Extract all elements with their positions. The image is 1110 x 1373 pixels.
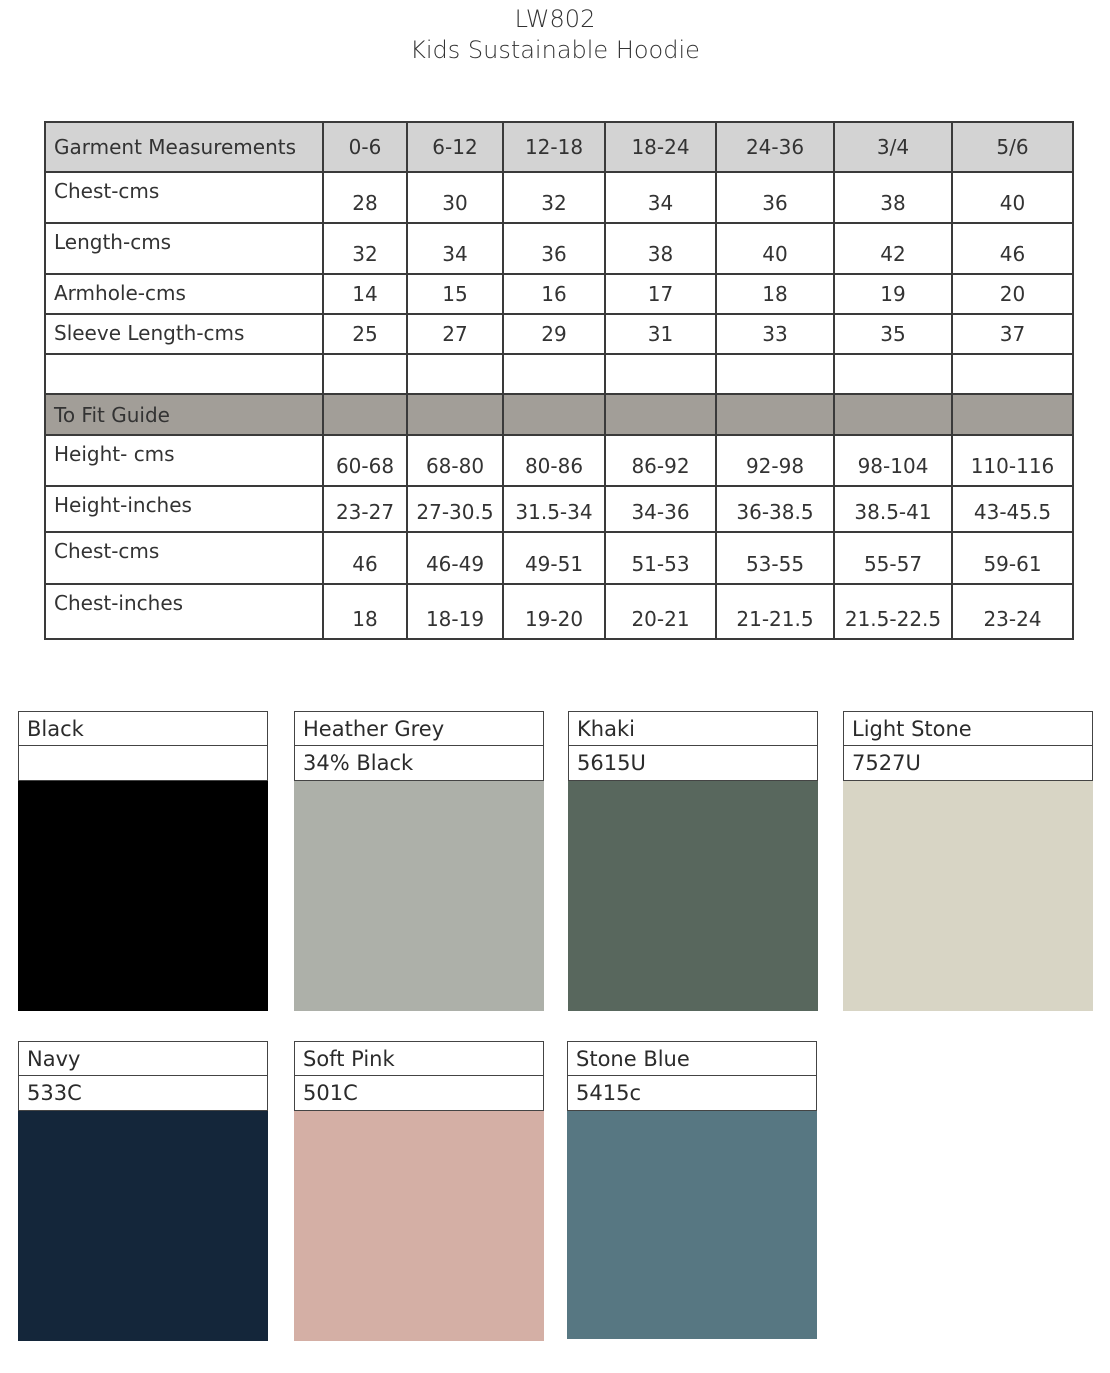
size-header: 12-18	[503, 122, 605, 172]
colour-name: Black	[18, 711, 268, 746]
table-cell: 21-21.5	[716, 584, 834, 639]
fit-guide-header-cell	[503, 394, 605, 435]
table-cell: 32	[503, 172, 605, 223]
colour-code: 34% Black	[294, 746, 544, 781]
table-cell: 59-61	[952, 532, 1073, 584]
document-title	[0, 4, 1110, 66]
table-cell: 27	[407, 314, 503, 354]
row-label: Chest-cms	[45, 172, 323, 223]
table-cell: 15	[407, 274, 503, 314]
table-cell: 51-53	[605, 532, 716, 584]
table-cell: 42	[834, 223, 952, 274]
empty-cell	[605, 354, 716, 394]
colour-swatch-light-stone	[843, 711, 1093, 1011]
colour-chip	[18, 781, 268, 1011]
fit-guide-header-cell	[605, 394, 716, 435]
fit-row-chest-inches	[45, 584, 1073, 639]
table-cell: 36	[503, 223, 605, 274]
table-cell: 34	[407, 223, 503, 274]
table-cell: 38.5-41	[834, 486, 952, 532]
table-cell: 19-20	[503, 584, 605, 639]
colour-code	[18, 746, 268, 781]
colour-swatch-soft-pink	[294, 1041, 544, 1341]
size-header: 6-12	[407, 122, 503, 172]
fit-row-height-inches	[45, 486, 1073, 532]
table-cell: 110-116	[952, 435, 1073, 486]
table-cell: 68-80	[407, 435, 503, 486]
table-cell: 36	[716, 172, 834, 223]
size-chart-table	[44, 121, 1074, 640]
table-cell: 23-27	[323, 486, 407, 532]
table-cell: 28	[323, 172, 407, 223]
table-cell: 17	[605, 274, 716, 314]
table-cell: 43-45.5	[952, 486, 1073, 532]
fit-guide-header-cell	[952, 394, 1073, 435]
fit-guide-header-cell	[716, 394, 834, 435]
colour-chip	[567, 1111, 817, 1339]
colour-code: 501C	[294, 1076, 544, 1111]
empty-cell	[716, 354, 834, 394]
row-label: Height-inches	[45, 486, 323, 532]
product-name: Kids Sustainable Hoodie	[410, 36, 700, 64]
table-cell: 21.5-22.5	[834, 584, 952, 639]
colour-swatch-navy	[18, 1041, 268, 1341]
table-cell: 14	[323, 274, 407, 314]
table-cell: 16	[503, 274, 605, 314]
fit-guide-header-row	[45, 394, 1073, 435]
empty-cell	[323, 354, 407, 394]
size-header: 3/4	[834, 122, 952, 172]
table-cell: 46	[952, 223, 1073, 274]
colour-chip	[568, 781, 818, 1011]
table-cell: 31	[605, 314, 716, 354]
measurement-row-chest-cms	[45, 172, 1073, 223]
product-code: LW802	[514, 5, 596, 33]
fit-row-height-cms	[45, 435, 1073, 486]
fit-guide-header-cell	[407, 394, 503, 435]
colour-swatch-black	[18, 711, 268, 1011]
table-cell: 18	[716, 274, 834, 314]
table-cell: 32	[323, 223, 407, 274]
empty-cell	[503, 354, 605, 394]
empty-cell	[952, 354, 1073, 394]
colour-swatch-stone-blue	[567, 1041, 817, 1339]
size-header: 0-6	[323, 122, 407, 172]
size-header: 24-36	[716, 122, 834, 172]
table-cell: 29	[503, 314, 605, 354]
table-cell: 38	[605, 223, 716, 274]
row-label: Chest-inches	[45, 584, 323, 639]
garment-measurements-header: Garment Measurements	[45, 122, 323, 172]
colour-code: 5615U	[568, 746, 818, 781]
table-cell: 18	[323, 584, 407, 639]
table-cell: 86-92	[605, 435, 716, 486]
colour-code: 5415c	[567, 1076, 817, 1111]
size-header-row	[45, 122, 1073, 172]
colour-chip	[843, 781, 1093, 1011]
table-cell: 31.5-34	[503, 486, 605, 532]
colour-code: 533C	[18, 1076, 268, 1111]
colour-swatch-heather-grey	[294, 711, 544, 1011]
table-cell: 92-98	[716, 435, 834, 486]
table-cell: 25	[323, 314, 407, 354]
colour-code: 7527U	[843, 746, 1093, 781]
colour-name: Khaki	[568, 711, 818, 746]
colour-name: Soft Pink	[294, 1041, 544, 1076]
table-cell: 20-21	[605, 584, 716, 639]
colour-name: Navy	[18, 1041, 268, 1076]
table-cell: 35	[834, 314, 952, 354]
fit-guide-header: To Fit Guide	[45, 394, 323, 435]
table-cell: 53-55	[716, 532, 834, 584]
fit-guide-header-cell	[834, 394, 952, 435]
colour-name: Stone Blue	[567, 1041, 817, 1076]
table-cell: 20	[952, 274, 1073, 314]
table-cell: 34	[605, 172, 716, 223]
colour-chip	[294, 1111, 544, 1341]
table-cell: 33	[716, 314, 834, 354]
table-cell: 38	[834, 172, 952, 223]
colour-name: Light Stone	[843, 711, 1093, 746]
table-cell: 27-30.5	[407, 486, 503, 532]
empty-cell	[834, 354, 952, 394]
size-header: 18-24	[605, 122, 716, 172]
table-cell: 23-24	[952, 584, 1073, 639]
empty-cell	[407, 354, 503, 394]
measurement-row-sleeve-length-cms	[45, 314, 1073, 354]
row-label: Length-cms	[45, 223, 323, 274]
table-cell: 46-49	[407, 532, 503, 584]
table-cell: 18-19	[407, 584, 503, 639]
row-label: Chest-cms	[45, 532, 323, 584]
size-header: 5/6	[952, 122, 1073, 172]
colour-name: Heather Grey	[294, 711, 544, 746]
empty-cell	[45, 354, 323, 394]
table-cell: 19	[834, 274, 952, 314]
colour-chip	[18, 1111, 268, 1341]
table-cell: 30	[407, 172, 503, 223]
table-cell: 36-38.5	[716, 486, 834, 532]
colour-chip	[294, 781, 544, 1011]
colour-swatch-khaki	[568, 711, 818, 1011]
empty-spacer-row	[45, 354, 1073, 394]
table-cell: 49-51	[503, 532, 605, 584]
table-cell: 80-86	[503, 435, 605, 486]
table-cell: 98-104	[834, 435, 952, 486]
fit-guide-header-cell	[323, 394, 407, 435]
table-cell: 55-57	[834, 532, 952, 584]
table-cell: 34-36	[605, 486, 716, 532]
row-label: Armhole-cms	[45, 274, 323, 314]
table-cell: 46	[323, 532, 407, 584]
table-cell: 60-68	[323, 435, 407, 486]
measurement-row-length-cms	[45, 223, 1073, 274]
table-cell: 40	[716, 223, 834, 274]
row-label: Height- cms	[45, 435, 323, 486]
measurement-row-armhole-cms	[45, 274, 1073, 314]
fit-row-chest-cms	[45, 532, 1073, 584]
table-cell: 37	[952, 314, 1073, 354]
table-cell: 40	[952, 172, 1073, 223]
row-label: Sleeve Length-cms	[45, 314, 323, 354]
